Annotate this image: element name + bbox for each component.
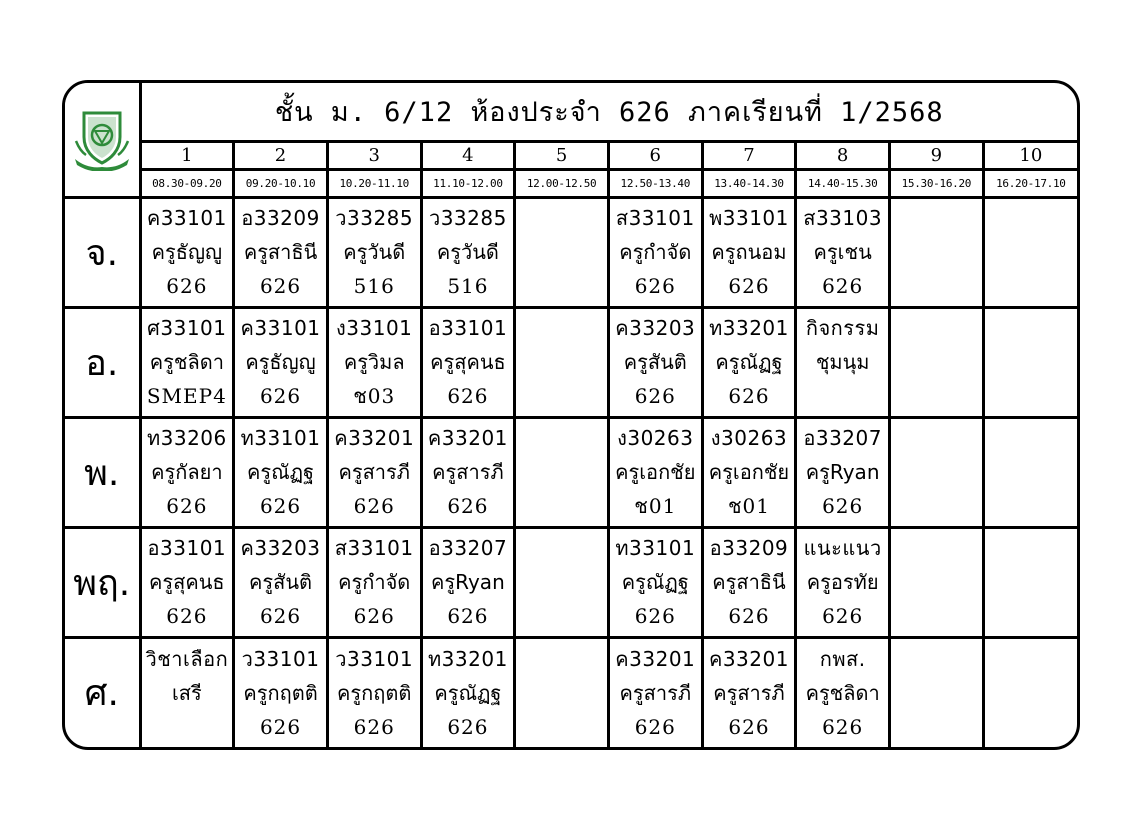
subject-code [891, 201, 982, 235]
class-slot [515, 417, 609, 527]
logo-cell [65, 83, 140, 197]
timetable-grid [65, 83, 1077, 747]
teacher-name [891, 565, 982, 599]
room-number [891, 710, 982, 744]
subject-code: อ33101 [428, 316, 508, 340]
class-slot [983, 637, 1077, 747]
subject-code: ค33203 [615, 316, 696, 340]
class-slot [140, 637, 234, 747]
period-number: 1 [140, 141, 234, 169]
title-row [65, 83, 1077, 141]
teacher-name [891, 676, 982, 710]
teacher-name: ครูสุคนธ [430, 350, 506, 374]
teacher-name: ครูกำจัด [338, 570, 411, 594]
class-slot [234, 417, 328, 527]
subject-code: ค33101 [146, 206, 227, 230]
teacher-name: ครูสารภี [432, 460, 504, 484]
teacher-name: ครูเอกชัย [615, 460, 696, 484]
room-number: ช03 [353, 384, 396, 408]
room-number: 626 [822, 604, 864, 628]
teacher-name: ครูชลิดา [149, 350, 224, 374]
timetable-frame [62, 80, 1080, 750]
period-number: 2 [234, 141, 328, 169]
teacher-name: เสรี [171, 680, 202, 705]
room-number [891, 269, 982, 303]
teacher-name [891, 235, 982, 269]
room-number [142, 710, 233, 744]
subject-code [516, 531, 607, 565]
period-time: 14.40-15.30 [796, 169, 890, 197]
period-number: 4 [421, 141, 515, 169]
room-number [516, 269, 607, 303]
subject-code [891, 311, 982, 345]
teacher-name [516, 235, 607, 269]
subject-code: ท33101 [240, 426, 321, 450]
teacher-name [985, 676, 1077, 710]
subject-code [516, 642, 607, 676]
day-row [65, 637, 1077, 747]
teacher-name: ครูวันดี [343, 240, 406, 264]
subject-code: ง30263 [617, 426, 694, 450]
period-time: 09.20-10.10 [234, 169, 328, 197]
room-number: 626 [822, 274, 864, 298]
period-time: 10.20-11.10 [327, 169, 421, 197]
period-number: 3 [327, 141, 421, 169]
teacher-name: ครูอรทัย [806, 570, 879, 594]
room-number: ช01 [634, 494, 677, 518]
teacher-name: ครูสาธินี [712, 570, 786, 594]
subject-code: กิจกรรม [805, 316, 880, 340]
class-slot [327, 527, 421, 637]
class-slot [702, 417, 796, 527]
class-slot [796, 637, 890, 747]
teacher-name: ครูกำจัด [619, 240, 692, 264]
period-number: 6 [608, 141, 702, 169]
teacher-name: ครูสารภี [619, 680, 692, 705]
teacher-name: ครูถนอม [711, 240, 787, 264]
subject-code: ส33103 [803, 206, 883, 230]
class-slot [890, 417, 984, 527]
class-slot [796, 417, 890, 527]
subject-code: ท33201 [428, 646, 508, 671]
room-number [985, 379, 1077, 413]
subject-code: แนะแนว [803, 536, 882, 560]
subject-code: ศ33101 [147, 316, 227, 340]
subject-code: อ33101 [147, 536, 227, 560]
period-number: 5 [515, 141, 609, 169]
teacher-name: ครูกฤตติ [243, 680, 318, 705]
teacher-name: ครูวิมล [343, 350, 405, 374]
room-number: 626 [353, 494, 395, 518]
class-slot [515, 307, 609, 417]
teacher-name: ครูกฤตติ [337, 680, 412, 705]
teacher-name: ครูวันดี [436, 240, 499, 264]
class-slot [890, 307, 984, 417]
day-row [65, 197, 1077, 307]
room-number [985, 269, 1077, 303]
subject-code [516, 201, 607, 235]
class-slot [421, 197, 515, 307]
class-slot [890, 197, 984, 307]
room-number: 516 [447, 274, 489, 298]
class-slot [234, 307, 328, 417]
class-slot [140, 197, 234, 307]
room-number [985, 710, 1077, 744]
room-number: 626 [822, 494, 864, 518]
room-number: 626 [634, 604, 676, 628]
subject-code [985, 421, 1077, 455]
room-number: 626 [728, 604, 770, 628]
subject-code: ค33203 [240, 536, 321, 560]
subject-code: อ33207 [803, 426, 882, 450]
school-crest-icon [72, 107, 132, 171]
class-slot [983, 197, 1077, 307]
class-slot [234, 197, 328, 307]
teacher-name: ครูณัฏฐ [246, 460, 315, 484]
room-number: 626 [259, 274, 302, 298]
subject-code: กพส. [819, 646, 866, 671]
teacher-name: ครูสุคนธ [149, 570, 225, 594]
period-number-row [65, 141, 1077, 169]
room-number: ช01 [727, 494, 770, 518]
teacher-name: ครูสันติ [249, 570, 313, 594]
day-label: ศ. [65, 637, 140, 747]
subject-code: ค33201 [615, 646, 696, 671]
class-slot [140, 527, 234, 637]
teacher-name: ครูธัญญู [151, 240, 223, 264]
class-slot [515, 527, 609, 637]
teacher-name: ครูสารภี [713, 680, 785, 705]
teacher-name [516, 676, 607, 710]
teacher-name: ครูธัญญู [245, 350, 316, 374]
teacher-name [891, 345, 982, 379]
class-slot [327, 307, 421, 417]
teacher-name [891, 455, 982, 489]
subject-code [985, 531, 1077, 565]
class-slot [327, 637, 421, 747]
subject-code: อ33209 [241, 206, 320, 230]
day-label: พ. [65, 417, 140, 527]
teacher-name: ครูกัลยา [151, 460, 223, 484]
room-number: 626 [634, 714, 676, 739]
teacher-name: ครูเอกชัย [708, 460, 790, 484]
room-number: 626 [447, 604, 489, 628]
subject-code [891, 531, 982, 565]
period-time: 15.30-16.20 [890, 169, 984, 197]
subject-code: ค33201 [334, 426, 415, 450]
teacher-name: ครูณัฏฐ [434, 680, 502, 705]
room-number [891, 599, 982, 633]
room-number: SMEP4 [146, 384, 227, 408]
period-time: 16.20-17.10 [983, 169, 1077, 197]
period-time: 08.30-09.20 [140, 169, 234, 197]
subject-code [516, 311, 607, 345]
subject-code: ท33201 [709, 316, 789, 340]
class-slot [608, 527, 702, 637]
period-time: 13.40-14.30 [702, 169, 796, 197]
teacher-name [985, 345, 1077, 379]
subject-code [985, 642, 1077, 676]
room-number: 626 [447, 494, 489, 518]
class-slot [890, 637, 984, 747]
subject-code [891, 642, 982, 676]
room-number: 626 [166, 494, 208, 518]
room-number: 626 [634, 274, 676, 298]
subject-code: ว33285 [335, 206, 414, 230]
period-time: 12.50-13.40 [608, 169, 702, 197]
room-number [891, 489, 982, 523]
period-number: 7 [702, 141, 796, 169]
subject-code: วิชาเลือก [145, 646, 229, 671]
class-slot [515, 637, 609, 747]
class-slot [608, 197, 702, 307]
class-slot [702, 197, 796, 307]
room-number: 626 [728, 714, 770, 739]
subject-code: ท33206 [146, 426, 227, 450]
class-slot [608, 417, 702, 527]
day-row [65, 417, 1077, 527]
subject-code [891, 421, 982, 455]
subject-code: อ33209 [709, 536, 789, 560]
class-slot [702, 307, 796, 417]
room-number: 626 [166, 604, 208, 628]
subject-code: ส33101 [334, 536, 414, 560]
subject-code [985, 311, 1077, 345]
teacher-name: ครูสารภี [338, 460, 410, 484]
teacher-name [985, 235, 1077, 269]
class-slot [702, 637, 796, 747]
subject-code: ว33101 [335, 646, 414, 671]
subject-code: ค33101 [240, 316, 321, 340]
teacher-name [516, 455, 607, 489]
day-row [65, 527, 1077, 637]
class-slot [140, 417, 234, 527]
subject-code: ส33101 [615, 206, 695, 230]
teacher-name: ครูRyan [431, 570, 505, 594]
room-number: 626 [634, 384, 676, 408]
room-number: 626 [259, 604, 302, 628]
class-slot [327, 417, 421, 527]
teacher-name [516, 565, 607, 599]
room-number [985, 489, 1077, 523]
class-slot [796, 307, 890, 417]
subject-code: พ33101 [709, 206, 789, 230]
class-slot [234, 637, 328, 747]
teacher-name: ครูเชน [813, 240, 872, 264]
period-time: 12.00-12.50 [515, 169, 609, 197]
day-label: พฤ. [65, 527, 140, 637]
period-number: 8 [796, 141, 890, 169]
subject-code: ง30263 [710, 426, 788, 450]
class-slot [608, 637, 702, 747]
room-number: 626 [728, 384, 770, 408]
teacher-name [985, 455, 1077, 489]
class-slot [983, 527, 1077, 637]
period-number: 10 [983, 141, 1077, 169]
class-slot [983, 417, 1077, 527]
subject-code: ว33101 [241, 646, 320, 671]
room-number: 626 [259, 714, 302, 739]
room-number [891, 379, 982, 413]
room-number: 516 [353, 274, 395, 298]
room-number [985, 599, 1077, 633]
room-number [516, 599, 607, 633]
room-number: 626 [353, 604, 395, 628]
room-number: 626 [447, 714, 489, 739]
room-number [516, 489, 607, 523]
room-number: 626 [822, 714, 864, 739]
teacher-name: ครูสาธินี [243, 240, 318, 264]
period-number: 9 [890, 141, 984, 169]
teacher-name [516, 345, 607, 379]
teacher-name [985, 565, 1077, 599]
teacher-name: ครูRyan [805, 460, 880, 484]
room-number: 626 [447, 384, 489, 408]
class-slot [421, 417, 515, 527]
subject-code: ค33201 [427, 426, 508, 450]
teacher-name: ครูสันติ [623, 350, 687, 374]
class-slot [421, 637, 515, 747]
subject-code: ง33101 [336, 316, 413, 340]
class-slot [890, 527, 984, 637]
room-number: 626 [259, 494, 302, 518]
subject-code: ค33201 [708, 646, 789, 671]
teacher-name: ชุมนุม [815, 350, 870, 374]
class-slot [796, 197, 890, 307]
period-time: 11.10-12.00 [421, 169, 515, 197]
class-slot [796, 527, 890, 637]
class-slot [515, 197, 609, 307]
day-label: จ. [65, 197, 140, 307]
teacher-name: ครูชลิดา [805, 680, 880, 705]
room-number [516, 379, 607, 413]
subject-code: ว33285 [428, 206, 507, 230]
subject-code: อ33207 [428, 536, 508, 560]
room-number [516, 710, 607, 744]
class-slot [234, 527, 328, 637]
room-number: 626 [728, 274, 770, 298]
day-row [65, 307, 1077, 417]
teacher-name: ครูณัฏฐ [715, 350, 783, 374]
class-slot [608, 307, 702, 417]
day-label: อ. [65, 307, 140, 417]
teacher-name: ครูณัฏฐ [621, 570, 689, 594]
class-slot [421, 527, 515, 637]
room-number: 626 [259, 384, 302, 408]
class-slot [983, 307, 1077, 417]
page-title: ชั้น ม. 6/12 ห้องประจำ 626 ภาคเรียนที่ 1/2568 [140, 83, 1077, 141]
room-number [797, 379, 888, 413]
class-slot [702, 527, 796, 637]
room-number: 626 [166, 274, 208, 298]
subject-code: ท33101 [615, 536, 696, 560]
period-time-row [65, 169, 1077, 197]
class-slot [140, 307, 234, 417]
class-slot [421, 307, 515, 417]
subject-code [985, 201, 1077, 235]
subject-code [516, 421, 607, 455]
room-number: 626 [353, 714, 395, 739]
class-slot [327, 197, 421, 307]
